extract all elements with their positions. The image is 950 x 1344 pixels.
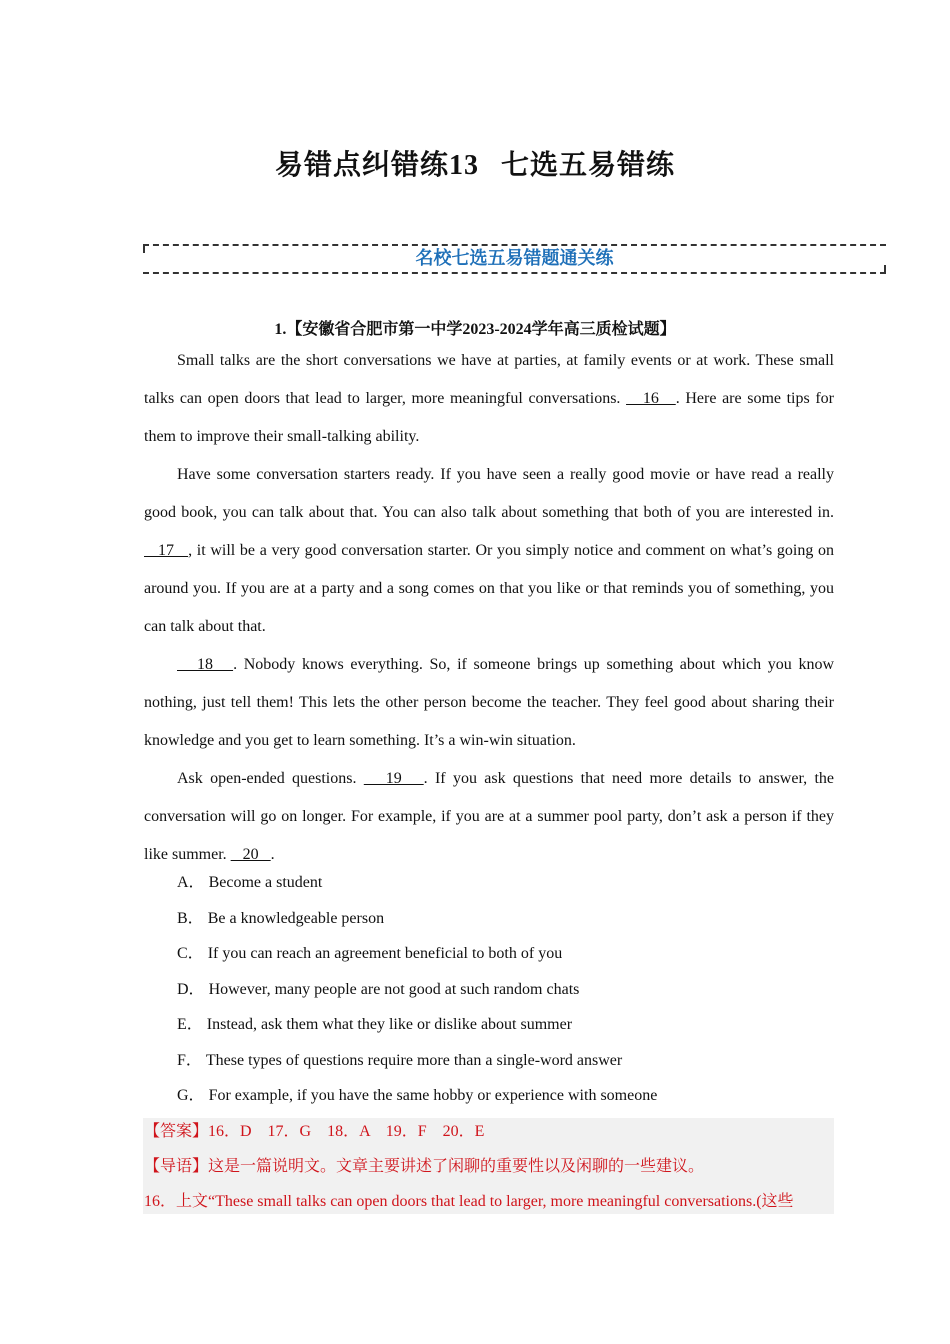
option-d: D． However, many people are not good at such random chats <box>177 980 580 998</box>
blank-20: 20 <box>230 846 271 863</box>
banner-label: 名校七选五易错题通关练 <box>412 248 618 269</box>
question-heading: 1.【安徽省合肥市第一中学2023-2024学年高三质检试题】 <box>274 321 676 338</box>
paragraph-3: 18 . Nobody knows everything. So, if someone brings up something about which you know nothing, just tell them! This lets the other person become the teacher. They feel good about sharing their knowledge and you get to learn something. It’s a win-win situation. <box>144 656 835 749</box>
title-main: 易错点纠错练13 <box>274 150 479 181</box>
reading-passage <box>144 342 834 874</box>
answer-key: 【答案】16．D 17．G 18．A 19．F 20．E <box>144 1123 485 1140</box>
section-banner <box>143 244 886 274</box>
paragraph-4: Ask open-ended questions. 19 . If you ask questions that need more details to answer, the conversation will go on longer. For example, if you are at a summer pool party, don’t ask a person if they like summer. 20 . <box>144 770 835 863</box>
answer-section <box>143 1118 834 1214</box>
option-a: A． Become a student <box>177 874 323 891</box>
option-g: G． For example, if you have the same hobby or experience with someone <box>177 1087 658 1104</box>
blank-16: 16 <box>626 390 676 407</box>
guide-text: 【导语】这是一篇说明文。文章主要讲述了闲聊的重要性以及闲聊的一些建议。 <box>144 1158 705 1175</box>
option-f: F． These types of questions require more than a single-word answer <box>177 1051 623 1069</box>
blank-17: 17 <box>144 542 189 559</box>
explanation-text: 16．上文“These small talks can open doors that lead to larger, more meaningful conversations.(这些 <box>144 1193 794 1210</box>
paragraph-1: Small talks are the short conversations we have at parties, at family events or at work. These small talks can open doors that lead to larger, more meaningful conversations. 16 . Here are some tips for them to improve their small-talking ability. <box>144 352 834 445</box>
blank-18: 18 <box>177 656 234 673</box>
blank-19: 19 <box>363 770 424 787</box>
option-list <box>177 865 657 1114</box>
option-e: E． Instead, ask them what they like or dislike about summer <box>177 1016 573 1033</box>
option-c: C． If you can reach an agreement beneficial to both of you <box>177 945 563 962</box>
paragraph-2: Have some conversation starters ready. If you have seen a really good movie or have read a really good book, you can talk about that. You can also talk about something that both of you are interested in. 17 , it will be a very good conversation starter. Or you simply notice and comment on what’s going on around you. If you are at a party and a song comes on that you like or that reminds you of something, you can talk about that. <box>144 466 835 635</box>
title-sub: 七选五易错练 <box>501 150 676 181</box>
document-title <box>0 143 950 183</box>
option-b: B． Be a knowledgeable person <box>177 909 385 927</box>
